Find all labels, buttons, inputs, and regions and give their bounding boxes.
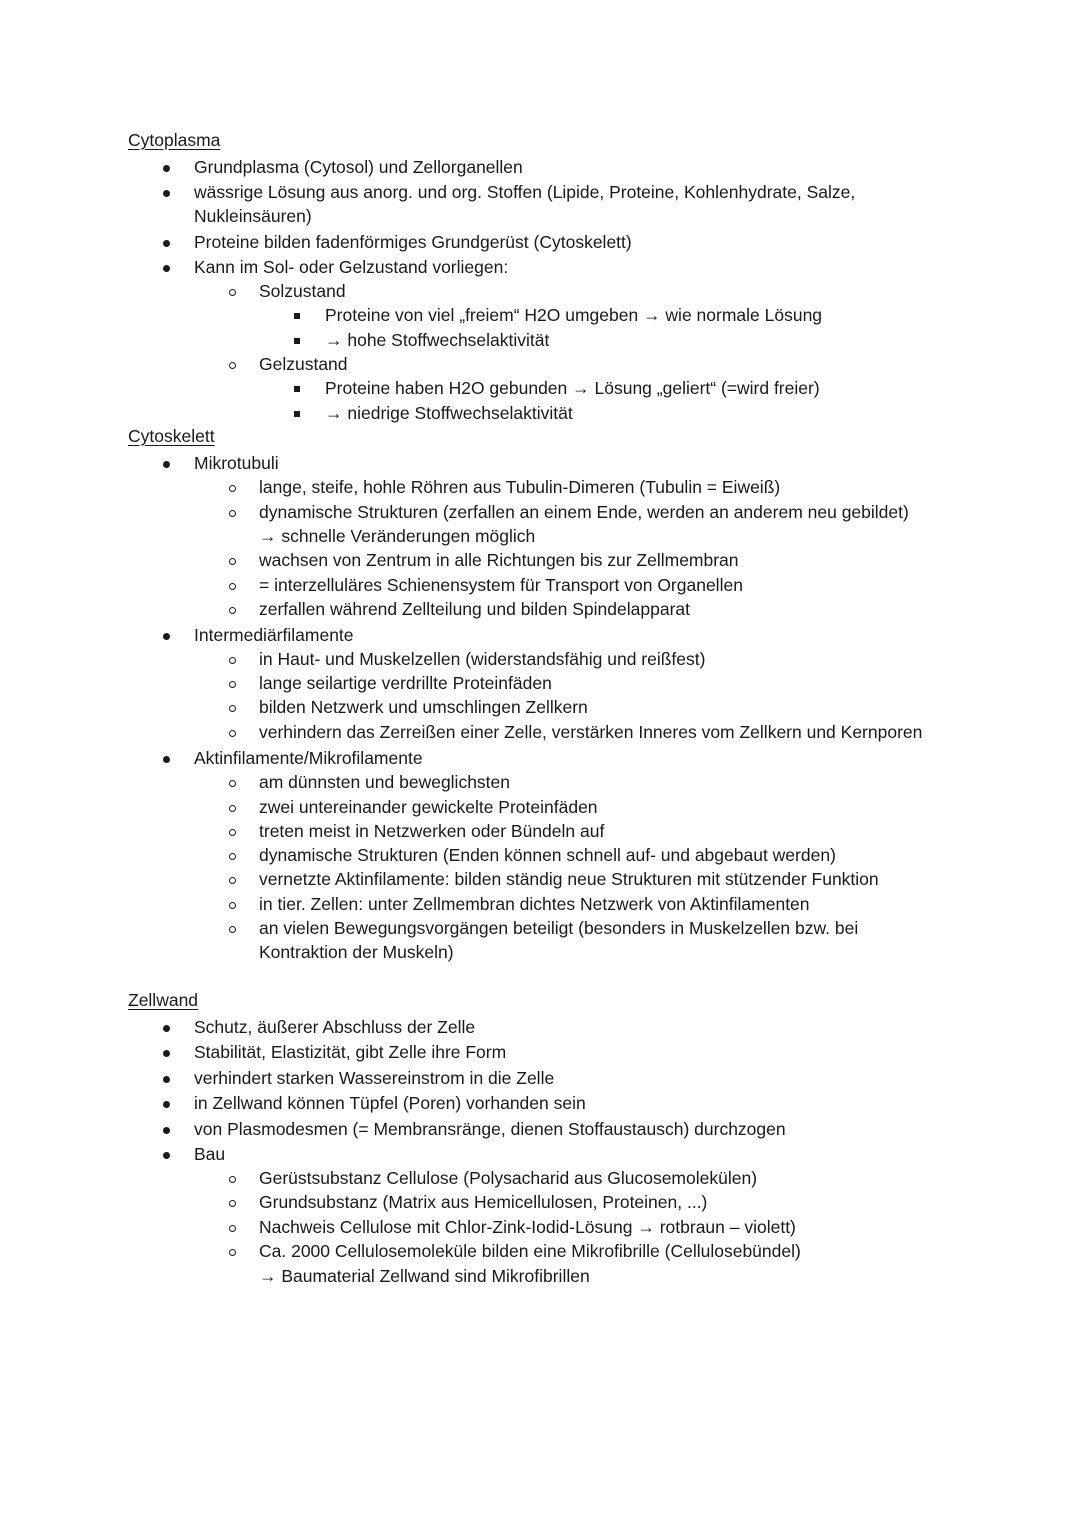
list-item: Proteine haben H2O gebunden → Lösung „geliert“ (=wird freier)	[0, 376, 1080, 400]
circle-bullet-icon	[229, 805, 236, 812]
circle-bullet-icon	[229, 853, 236, 860]
list-item: in tier. Zellen: unter Zellmembran dichtes Netzwerk von Aktinfilamenten	[0, 892, 1080, 916]
circle-bullet-icon	[229, 289, 236, 296]
bullet-icon	[163, 1076, 170, 1083]
list-item: Solzustand	[0, 279, 1080, 303]
list-item: → hohe Stoffwechselaktivität	[0, 328, 1080, 352]
list-item: Bau	[0, 1142, 1080, 1166]
circle-bullet-icon	[229, 1200, 236, 1207]
list-item-continuation: → Baumaterial Zellwand sind Mikrofibrillen	[259, 1266, 590, 1286]
bullet-icon	[163, 633, 170, 640]
list-item: an vielen Bewegungsvorgängen beteiligt (besonders in Muskelzellen bzw. bei	[0, 916, 1080, 940]
circle-bullet-icon	[229, 583, 236, 590]
circle-bullet-icon	[229, 485, 236, 492]
bullet-icon	[163, 1127, 170, 1134]
heading-cytoplasma: Cytoplasma	[128, 130, 221, 150]
circle-bullet-icon	[229, 926, 236, 933]
list-item: Ca. 2000 Cellulosemoleküle bilden eine Mikrofibrille (Cellulosebündel)	[0, 1239, 1080, 1263]
bullet-icon	[163, 265, 170, 272]
list-item: Intermediärfilamente	[0, 623, 1080, 647]
list-item: Schutz, äußerer Abschluss der Zelle	[0, 1015, 1080, 1039]
list-item: Gerüstsubstanz Cellulose (Polysacharid aus Glucosemolekülen)	[0, 1166, 1080, 1190]
list-item: → niedrige Stoffwechselaktivität	[0, 401, 1080, 425]
list-item: dynamische Strukturen (Enden können schnell auf- und abgebaut werden)	[0, 843, 1080, 867]
list-item: Grundsubstanz (Matrix aus Hemicellulosen, Proteinen, ...)	[0, 1190, 1080, 1214]
list-item: Kann im Sol- oder Gelzustand vorliegen:	[0, 255, 1080, 279]
list-item: Gelzustand	[0, 352, 1080, 376]
list-item: von Plasmodesmen (= Membransränge, dienen Stoffaustausch) durchzogen	[0, 1117, 1080, 1141]
bullet-icon	[163, 1152, 170, 1159]
bullet-icon	[163, 1101, 170, 1108]
circle-bullet-icon	[229, 829, 236, 836]
bullet-icon	[163, 1050, 170, 1057]
list-item: lange seilartige verdrillte Proteinfäden	[0, 671, 1080, 695]
list-item: wachsen von Zentrum in alle Richtungen bis zur Zellmembran	[0, 548, 1080, 572]
list-item: Mikrotubuli	[0, 451, 1080, 475]
circle-bullet-icon	[229, 1176, 236, 1183]
list-item: dynamische Strukturen (zerfallen an einem Ende, werden an anderem neu gebildet)	[0, 500, 1080, 524]
circle-bullet-icon	[229, 780, 236, 787]
circle-bullet-icon	[229, 902, 236, 909]
bullet-icon	[163, 190, 170, 197]
circle-bullet-icon	[229, 730, 236, 737]
circle-bullet-icon	[229, 877, 236, 884]
square-bullet-icon	[294, 313, 300, 319]
list-item: verhindern das Zerreißen einer Zelle, verstärken Inneres vom Zellkern und Kernporen	[0, 720, 1080, 744]
heading-zellwand: Zellwand	[128, 990, 199, 1010]
list-item: zerfallen während Zellteilung und bilden Spindelapparat	[0, 597, 1080, 621]
square-bullet-icon	[294, 411, 300, 417]
list-item: verhindert starken Wassereinstrom in die Zelle	[0, 1066, 1080, 1090]
list-item: vernetzte Aktinfilamente: bilden ständig neue Strukturen mit stützender Funktion	[0, 867, 1080, 891]
circle-bullet-icon	[229, 607, 236, 614]
list-item-continuation: Kontraktion der Muskeln)	[259, 942, 454, 962]
circle-bullet-icon	[229, 510, 236, 517]
list-item: in Zellwand können Tüpfel (Poren) vorhanden sein	[0, 1091, 1080, 1115]
bullet-icon	[163, 165, 170, 172]
bullet-icon	[163, 756, 170, 763]
list-item: zwei untereinander gewickelte Proteinfäden	[0, 795, 1080, 819]
list-item: wässrige Lösung aus anorg. und org. Stoffen (Lipide, Proteine, Kohlenhydrate, Salze,	[0, 180, 1080, 204]
heading-cytoskelett: Cytoskelett	[128, 426, 215, 446]
circle-bullet-icon	[229, 705, 236, 712]
list-item: Aktinfilamente/Mikrofilamente	[0, 746, 1080, 770]
list-item: in Haut- und Muskelzellen (widerstandsfähig und reißfest)	[0, 647, 1080, 671]
circle-bullet-icon	[229, 362, 236, 369]
list-item: bilden Netzwerk und umschlingen Zellkern	[0, 695, 1080, 719]
list-item: Proteine von viel „freiem“ H2O umgeben → wie normale Lösung	[0, 303, 1080, 327]
bullet-icon	[163, 1025, 170, 1032]
square-bullet-icon	[294, 386, 300, 392]
list-item: am dünnsten und beweglichsten	[0, 770, 1080, 794]
list-item: treten meist in Netzwerken oder Bündeln auf	[0, 819, 1080, 843]
circle-bullet-icon	[229, 558, 236, 565]
list-item-continuation: → schnelle Veränderungen möglich	[259, 526, 536, 546]
list-item: Stabilität, Elastizität, gibt Zelle ihre Form	[0, 1040, 1080, 1064]
bullet-icon	[163, 240, 170, 247]
list-item-continuation: Nukleinsäuren)	[194, 206, 312, 226]
circle-bullet-icon	[229, 1225, 236, 1232]
list-item: = interzelluläres Schienensystem für Transport von Organellen	[0, 573, 1080, 597]
list-item: lange, steife, hohle Röhren aus Tubulin-Dimeren (Tubulin = Eiweiß)	[0, 475, 1080, 499]
circle-bullet-icon	[229, 1249, 236, 1256]
circle-bullet-icon	[229, 681, 236, 688]
bullet-icon	[163, 461, 170, 468]
list-item: Proteine bilden fadenförmiges Grundgerüst (Cytoskelett)	[0, 230, 1080, 254]
list-item: Grundplasma (Cytosol) und Zellorganellen	[0, 155, 1080, 179]
list-item: Nachweis Cellulose mit Chlor-Zink-Iodid-Lösung → rotbraun – violett)	[0, 1215, 1080, 1239]
circle-bullet-icon	[229, 657, 236, 664]
square-bullet-icon	[294, 338, 300, 344]
